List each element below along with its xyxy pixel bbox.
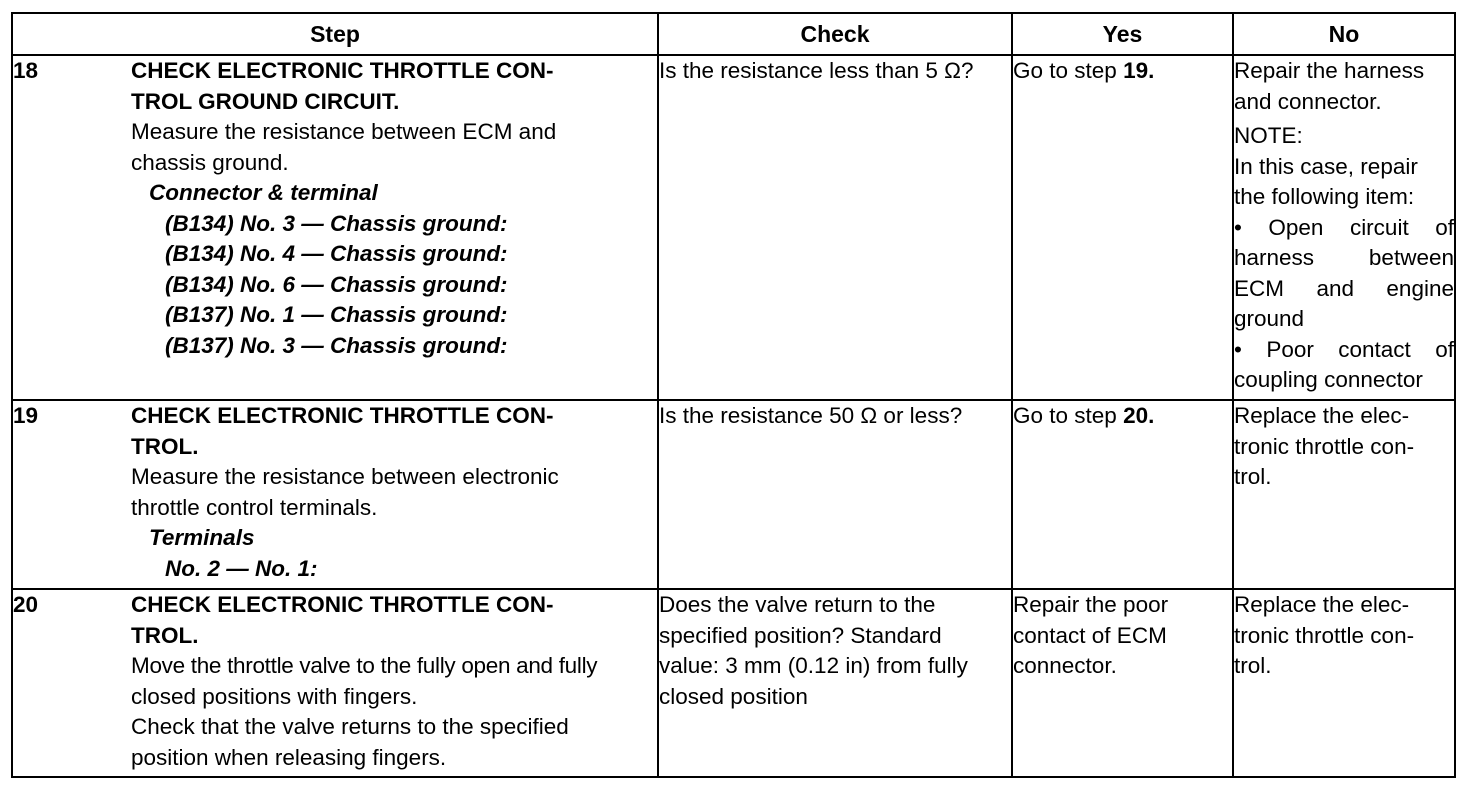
check-text: specified position? Standard <box>659 622 942 648</box>
no-text: trol. <box>1234 653 1272 678</box>
step-title: TROL. <box>131 433 199 459</box>
check-cell <box>658 400 1012 589</box>
yes-step-ref: 19. <box>1123 58 1155 83</box>
step-cell <box>12 400 658 589</box>
header-row <box>12 13 1455 55</box>
step-title: CHECK ELECTRONIC THROTTLE CON- <box>131 403 554 428</box>
step-instruction: Check that the valve returns to the specified <box>131 714 569 739</box>
no-cell <box>1233 400 1455 589</box>
no-cell <box>1233 55 1455 400</box>
step-instruction: position when releasing fingers. <box>131 744 447 770</box>
step-title: CHECK ELECTRONIC THROTTLE CON- <box>131 592 554 617</box>
yes-cell <box>1012 589 1233 777</box>
yes-text: Go to step 19. <box>1013 58 1155 83</box>
no-text: and connector. <box>1234 88 1382 114</box>
check-text: Is the resistance 50 Ω or less? <box>659 403 963 428</box>
step-row-18 <box>12 55 1455 400</box>
step-number: 19 <box>13 403 39 428</box>
step-instruction: closed positions with fingers. <box>131 683 418 709</box>
yes-step-ref: 20. <box>1123 403 1155 428</box>
diagnostic-table <box>11 12 1456 778</box>
check-cell <box>658 55 1012 400</box>
header-no: No <box>1233 13 1455 55</box>
no-cell <box>1233 589 1455 777</box>
check-cell <box>658 589 1012 777</box>
no-text: trol. <box>1234 464 1272 489</box>
step-number: 20 <box>13 592 39 617</box>
check-text: Does the valve return to the <box>659 592 936 617</box>
yes-text: Repair the poor <box>1013 592 1169 617</box>
terminal-spec: No. 2 — No. 1: <box>165 555 318 581</box>
terminal-spec: (B134) No. 6 — Chassis ground: <box>165 271 508 297</box>
terminals-heading: Terminals <box>149 525 255 550</box>
step-row-19 <box>12 400 1455 589</box>
note-text: In this case, repair the following item: • Open circuit of harness between ECM and engine ground • Poor contact of coupling connector <box>1234 153 1454 392</box>
step-instruction: Measure the resistance between electronic <box>131 464 559 489</box>
header-step: Step <box>12 13 658 55</box>
step-number: 18 <box>13 58 39 83</box>
check-text: Is the resistance less than 5 Ω? <box>659 58 974 83</box>
step-title: TROL. <box>131 622 199 648</box>
step-title: TROL GROUND CIRCUIT. <box>131 88 400 114</box>
terminal-spec: (B137) No. 3 — Chassis ground: <box>165 332 508 358</box>
no-text: Replace the elec- <box>1234 403 1410 428</box>
header-check: Check <box>658 13 1012 55</box>
no-text: Repair the harness <box>1234 58 1425 83</box>
yes-cell <box>1012 55 1233 400</box>
connector-heading: Connector & terminal <box>149 180 378 205</box>
note-label: NOTE: <box>1234 123 1303 148</box>
yes-cell <box>1012 400 1233 589</box>
step-cell <box>12 589 658 777</box>
step-instruction: throttle control terminals. <box>131 494 378 520</box>
terminal-spec: (B134) No. 3 — Chassis ground: <box>165 210 508 236</box>
step-instruction: Measure the resistance between ECM and <box>131 119 557 144</box>
yes-text: Go to step 20. <box>1013 403 1155 428</box>
check-text: closed position <box>659 683 808 709</box>
terminal-spec: (B134) No. 4 — Chassis ground: <box>165 241 508 266</box>
no-text: tronic throttle con- <box>1234 622 1415 648</box>
yes-text: connector. <box>1013 653 1117 678</box>
no-text: tronic throttle con- <box>1234 433 1415 459</box>
step-instruction: chassis ground. <box>131 149 289 175</box>
step-row-20 <box>12 589 1455 777</box>
step-cell <box>12 55 658 400</box>
yes-text: contact of ECM <box>1013 622 1167 648</box>
check-text: value: 3 mm (0.12 in) from fully <box>659 653 968 678</box>
step-instruction: Move the throttle valve to the fully open and fully <box>131 653 598 678</box>
header-yes: Yes <box>1012 13 1233 55</box>
no-text: Replace the elec- <box>1234 592 1410 617</box>
terminal-spec: (B137) No. 1 — Chassis ground: <box>165 302 508 327</box>
step-title: CHECK ELECTRONIC THROTTLE CON- <box>131 58 554 83</box>
